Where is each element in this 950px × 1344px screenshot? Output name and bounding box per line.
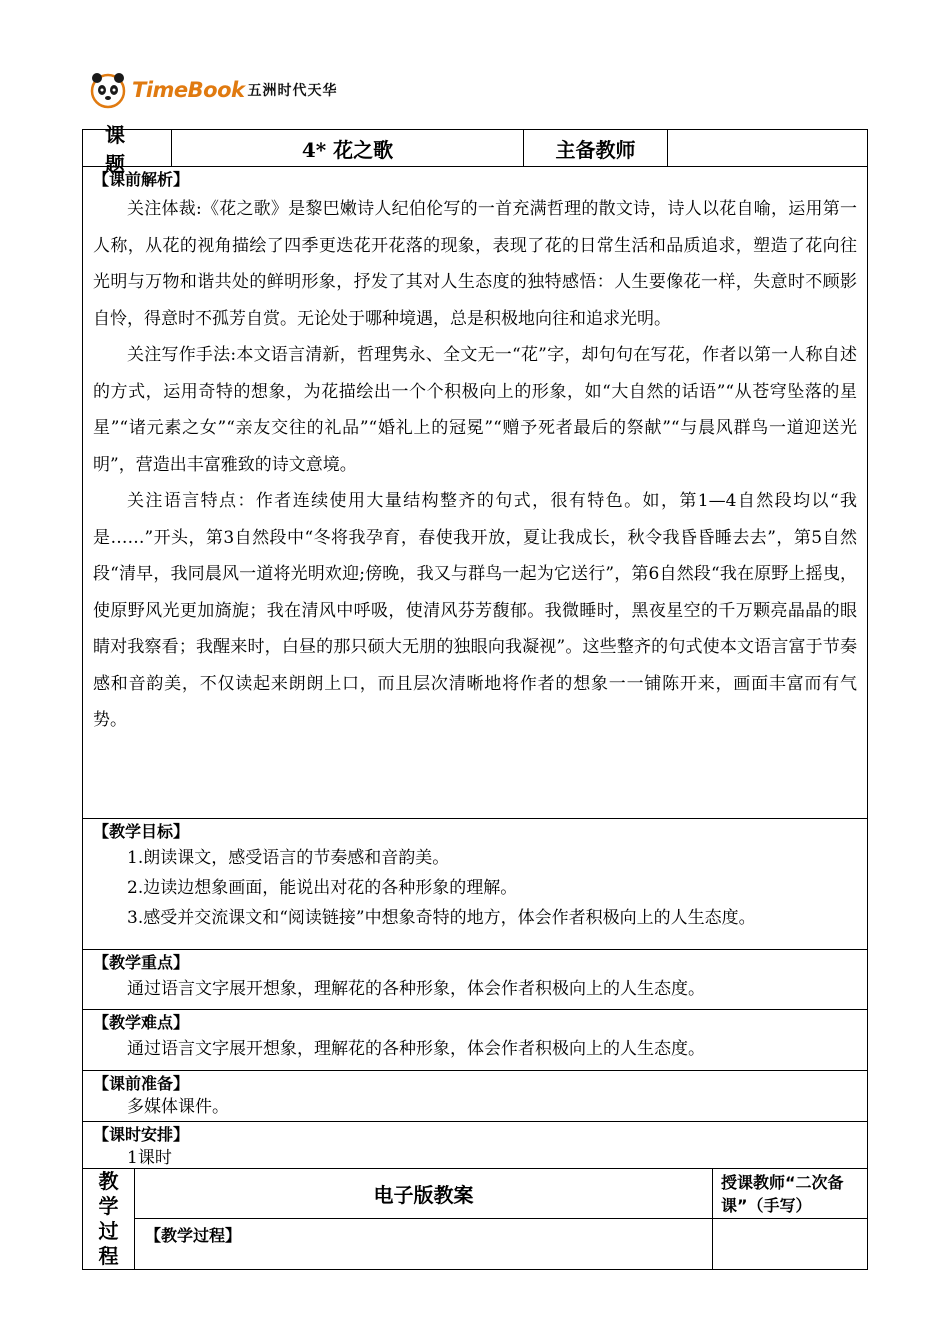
teaching-process-section (83, 1169, 867, 1269)
section-heading: 【教学重点】 (93, 953, 190, 972)
teaching-process-heading: 【教学过程】 (145, 1226, 242, 1245)
analysis-paragraph: 关注体裁:《花之歌》是黎巴嫩诗人纪伯伦写的一首充满哲理的散文诗，诗人以花自喻，运用第一人称，从花的视角描绘了四季更迭花开花落的现象，表现了花的日常生活和品质追求，塑造了花向往光明与万物和谐共处的鲜明形象，抒发了其对人生态度的独特感悟：人生要像花一样，失意时不顾影自怜，得意时不孤芳自赏。无论处于哪种境遇，总是积极地向往和追求光明。 (93, 199, 857, 329)
handwritten-notes-header: 授课教师“二次备课”（手写） (713, 1169, 867, 1219)
lead-teacher-value (668, 130, 867, 166)
lead-teacher-label: 主备教师 (524, 130, 668, 166)
teaching-keypoint-section (83, 950, 867, 1010)
pre-class-analysis-section (83, 167, 867, 819)
schedule-text: 1课时 (127, 1148, 172, 1168)
section-heading: 【教学目标】 (93, 822, 190, 841)
handwritten-notes-column (713, 1169, 867, 1269)
timebook-logo (88, 70, 337, 110)
electronic-plan-column (135, 1169, 713, 1269)
process-label-char: 程 (98, 1244, 119, 1268)
objectives-list (93, 843, 857, 933)
preparation-text: 多媒体课件。 (127, 1097, 229, 1117)
section-heading: 【教学难点】 (93, 1013, 190, 1032)
handwritten-notes-area (713, 1219, 867, 1269)
list-item: 2.边读边想象画面，能说出对花的各种形象的理解。 (127, 878, 518, 898)
class-preparation-section (83, 1071, 867, 1122)
electronic-plan-header: 电子版教案 (135, 1169, 712, 1219)
panda-mascot-icon (88, 70, 128, 110)
process-label (83, 1169, 135, 1269)
section-heading: 【课前解析】 (93, 170, 190, 189)
header-row (83, 123, 867, 176)
logo-brand: TimeBook (132, 78, 245, 102)
topic-label: 课题 (83, 130, 172, 166)
process-label-char: 学 (98, 1194, 119, 1218)
lesson-plan-table (82, 123, 868, 1270)
class-schedule-section (83, 1122, 867, 1169)
section-heading: 【课时安排】 (93, 1125, 190, 1144)
keypoint-text: 通过语言文字展开想象，理解花的各种形象，体会作者积极向上的人生态度。 (127, 979, 705, 999)
difficulty-text: 通过语言文字展开想象，理解花的各种形象，体会作者积极向上的人生态度。 (127, 1039, 705, 1059)
teaching-difficulty-section (83, 1010, 867, 1071)
list-item: 1.朗读课文，感受语言的节奏感和音韵美。 (127, 848, 450, 868)
process-label-char: 过 (98, 1219, 119, 1243)
logo-brand-cn: 五洲时代天华 (247, 83, 338, 99)
lesson-title: 4* 花之歌 (172, 130, 524, 166)
teaching-objectives-section (83, 819, 867, 950)
analysis-paragraph: 关注语言特点：作者连续使用大量结构整齐的句式，很有特色。如，第1—4自然段均以“我是……”开头，第3自然段中“冬将我孕育，春使我开放，夏让我成长，秋令我昏昏睡去去”，第5自然段“清早，我同晨风一道将光明欢迎;傍晚，我又与群鸟一起为它送行”，第6自然段“我在原野上摇曳，使原野风光更加旖旎；我在清风中呼吸，使清风芬芳馥郁。我微睡时，黑夜星空的千万颗亮晶晶的眼睛对我察看；我醒来时，白昼的那只硕大无朋的独眼向我凝视”。这些整齐的句式使本文语言富于节奏感和音韵美，不仅读起来朗朗上口，而且层次清晰地将作者的想象一一铺陈开来，画面丰富而有气势。 (93, 491, 857, 730)
list-item: 3.感受并交流课文和“阅读链接”中想象奇特的地方，体会作者积极向上的人生态度。 (127, 908, 756, 928)
process-label-char: 教 (98, 1169, 119, 1193)
analysis-paragraph: 关注写作手法:本文语言清新，哲理隽永、全文无一“花”字，却句句在写花，作者以第一人称自述的方式，运用奇特的想象，为花描绘出一个个积极向上的形象，如“大自然的话语”“从苍穹坠落的星星”“诸元素之女”“亲友交往的礼品”“婚礼上的冠冕”“赠予死者最后的祭献”“与晨风群鸟一道迎送光明”，营造出丰富雅致的诗文意境。 (93, 345, 857, 475)
section-heading: 【课前准备】 (93, 1074, 190, 1093)
